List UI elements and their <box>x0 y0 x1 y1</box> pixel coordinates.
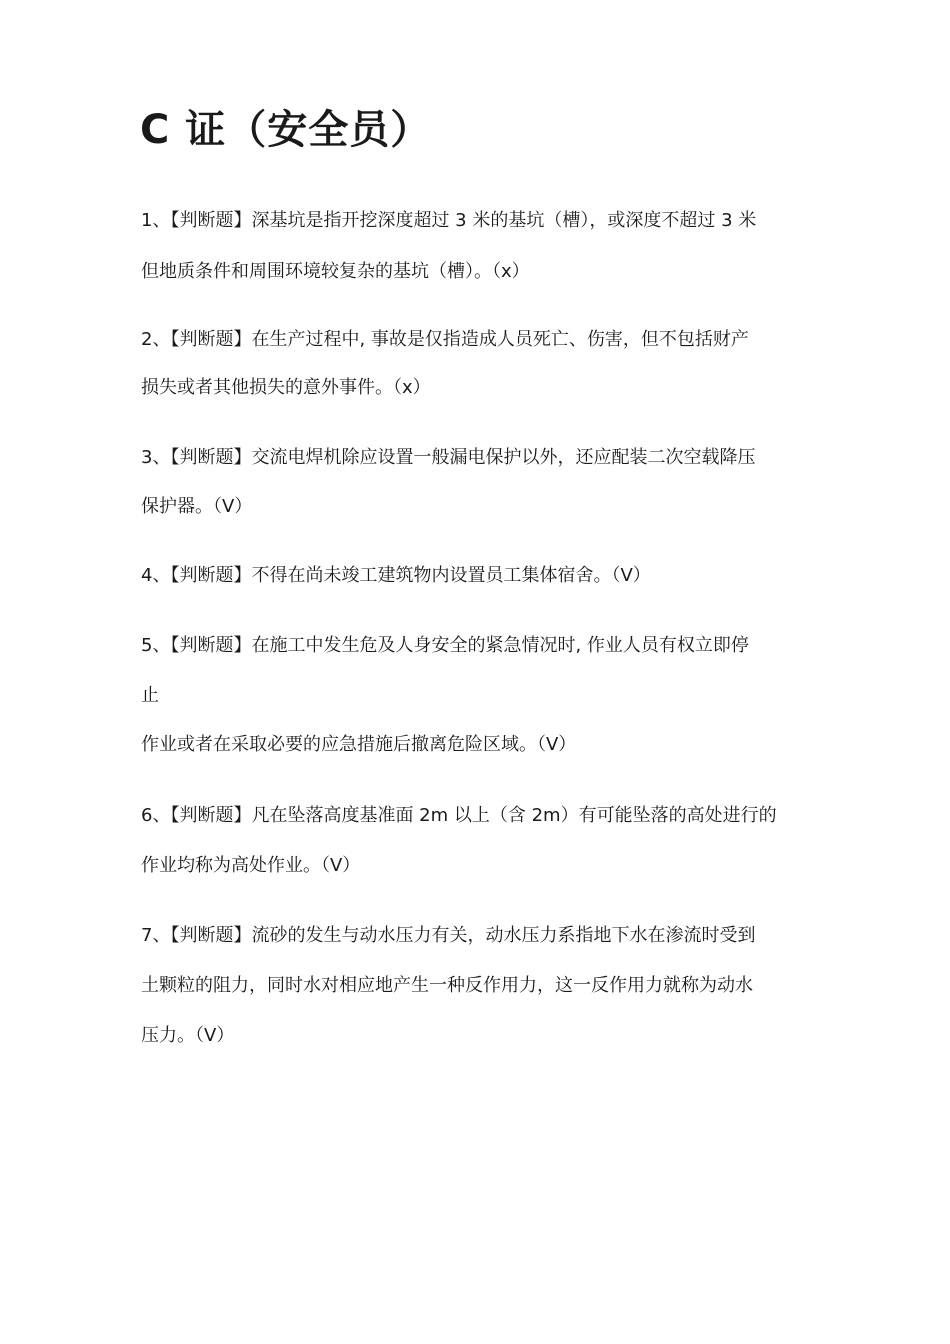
question-7-line-2: 土颗粒的阻力，同时水对相应地产生一种反作用力，这一反作用力就称为动水 <box>141 975 753 996</box>
page-title: C 证（安全员） <box>140 107 432 153</box>
question-3-line-1: 3、【判断题】交流电焊机除应设置一般漏电保护以外，还应配装二次空载降压 <box>141 447 756 468</box>
question-4-line-1: 4、【判断题】不得在尚未竣工建筑物内设置员工集体宿舍。（V） <box>141 565 651 586</box>
question-3-line-2: 保护器。（V） <box>141 496 253 517</box>
question-1-line-1: 1、【判断题】深基坑是指开挖深度超过 3 米的基坑（槽），或深度不超过 3 米 <box>141 210 757 231</box>
question-7-line-3: 压力。（V） <box>141 1025 235 1046</box>
question-5-line-2: 止 <box>141 685 159 706</box>
question-1-line-2: 但地质条件和周围环境较复杂的基坑（槽）。（x） <box>141 261 530 282</box>
question-6-line-1: 6、【判断题】凡在坠落高度基准面 2m 以上（含 2m）有可能坠落的高处进行的 <box>141 805 777 826</box>
question-2-line-2: 损失或者其他损失的意外事件。（x） <box>141 377 431 398</box>
question-6-line-2: 作业均称为高处作业。（V） <box>141 855 361 876</box>
question-5-line-1: 5、【判断题】在施工中发生危及人身安全的紧急情况时, 作业人员有权立即停 <box>141 635 749 656</box>
question-7-line-1: 7、【判断题】流砂的发生与动水压力有关，动水压力系指地下水在渗流时受到 <box>141 925 756 946</box>
question-2-line-1: 2、【判断题】在生产过程中, 事故是仅指造成人员死亡、伤害，但不包括财产 <box>141 329 749 350</box>
question-5-line-3: 作业或者在采取必要的应急措施后撤离危险区域。（V） <box>141 734 577 755</box>
